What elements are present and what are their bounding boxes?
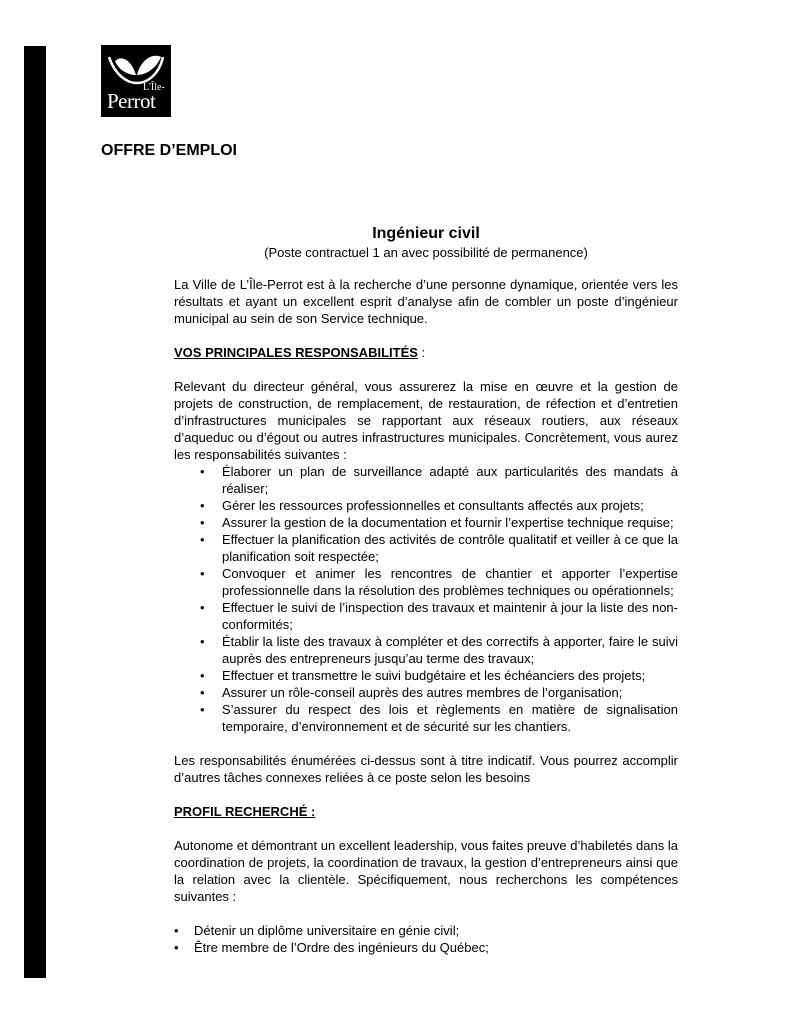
job-subtitle: (Poste contractuel 1 an avec possibilité de permanence) [264,245,588,260]
logo-small-text: L'Île- [143,82,165,93]
list-item: • Établir la liste des travaux à compléter et des correctifs à apporter, faire le suivi auprès des entrepreneurs jusqu’au terme des travaux; [200,634,678,666]
responsibilities-heading-line [174,344,678,361]
bullet-icon: • [174,923,179,938]
profile-heading: PROFIL RECHERCHÉ : [174,804,316,819]
list-item: • Être membre de l’Ordre des ingénieurs du Québec; [174,940,489,955]
responsibilities-note: Les responsabilités énumérées ci-dessus sont à titre indicatif. Vous pourrez accomplir d’autres tâches connexes reliées à ce poste selon les besoins [174,753,678,785]
list-item: • Effectuer la planification des activités de contrôle qualitatif et veiller à ce que la planification soit respectée; [200,532,678,564]
list-item: • S’assurer du respect des lois et règlements en matière de signalisation temporaire, d’environnement et de sécurité sur les chantiers. [200,702,678,734]
bullet-icon: • [200,566,205,581]
responsibilities-heading: VOS PRINCIPALES RESPONSABILITÉS [174,345,418,360]
bullet-icon: • [200,464,205,479]
bullet-icon: • [174,940,179,955]
intro-paragraph: La Ville de L’Île-Perrot est à la recherche d’une personne dynamique, orientée vers les résultats et ayant un excellent esprit d’analyse afin de combler un poste d’ingénieur municipal au sein de son Service technique. [174,277,678,326]
list-item: • Détenir un diplôme universitaire en génie civil; [174,923,460,938]
list-item: • Assurer la gestion de la documentation et fournir l’expertise technique requise; [200,515,674,530]
bullet-icon: • [200,515,205,530]
bullet-icon: • [200,685,205,700]
bullet-icon: • [200,702,205,717]
responsibilities-intro: Relevant du directeur général, vous assurerez la mise en œuvre et la gestion de projets de construction, de remplacement, de restauration, de réfection et d’entretien d’infrastructures municipales se rapportant aux réseaux routiers, aux réseaux d’aqueduc ou d’égout ou autres infrastructures municipales. Concrètement, vous aurez les responsabilités suivantes : [174,379,678,462]
bullet-icon: • [200,600,205,615]
responsibilities-list [174,463,678,735]
list-item: • Assurer un rôle-conseil auprès des autres membres de l’organisation; [200,685,623,700]
bullet-icon: • [200,634,205,649]
profile-requirements-list [174,922,678,956]
left-margin-bar [24,46,46,978]
list-item: • Effectuer le suivi de l’inspection des travaux et maintenir à jour la liste des non-conformités; [200,600,678,632]
responsibilities-heading-suffix: : [417,345,426,360]
bullet-icon: • [200,668,205,683]
document-body [174,276,678,956]
job-title: Ingénieur civil [372,225,480,242]
profile-intro: Autonome et démontrant un excellent leadership, vous faites preuve d’habiletés dans la coordination de projets, la coordination de travaux, la gestion d’entrepreneurs ainsi que la relation avec la clientèle. Spécifiquement, nous recherchons les compétences suivantes : [174,838,678,904]
list-item: • Convoquer et animer les rencontres de chantier et apporter l’expertise professionnelle dans la résolution des problèmes techniques ou opérationnels; [200,566,678,598]
bullet-icon: • [200,532,205,547]
profile-heading-line [174,803,678,820]
list-item: • Gérer les ressources professionnelles et consultants affectés aux projets; [200,498,644,513]
logo-main-text: Perrot [107,89,156,113]
bullet-icon: • [200,498,205,513]
document-header-title: OFFRE D’EMPLOI [101,142,237,159]
list-item: • Effectuer et transmettre le suivi budgétaire et les échéanciers des projets; [200,668,646,683]
list-item: • Élaborer un plan de surveillance adapté aux particularités des mandats à réaliser; [200,464,678,496]
city-logo [101,45,171,117]
